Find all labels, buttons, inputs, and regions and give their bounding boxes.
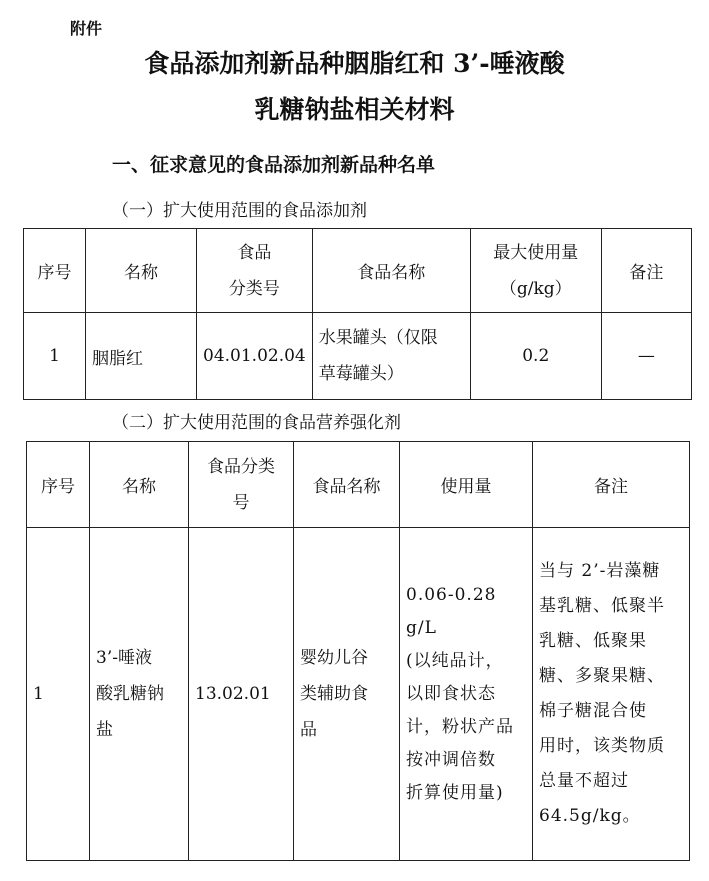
table-row <box>24 313 692 400</box>
header-category-line2: 分类号 <box>228 278 280 299</box>
row-name: 胭脂红 <box>86 313 197 400</box>
row-note-line3: 乳糖、低聚果 <box>539 631 647 651</box>
section1-heading: 一、征求意见的食品添加剂新品种名单 <box>112 154 436 176</box>
header-category-line1: 食品 <box>237 242 272 263</box>
row-note-line7: 总量不超过 <box>539 771 629 791</box>
row-usage <box>400 528 533 861</box>
row-seq: 1 <box>24 313 86 400</box>
header-food: 食品名称 <box>312 229 470 313</box>
row-note: — <box>601 313 691 400</box>
row-category: 13.02.01 <box>189 528 294 861</box>
row-note-line8: 64.5g/kg。 <box>539 806 641 826</box>
table-header-row <box>27 442 690 528</box>
nutrition-fortifier-table <box>26 441 690 861</box>
document-title-line2: 乳糖钠盐相关材料 <box>254 95 455 124</box>
row-usage-line2: (以纯品计， <box>406 650 504 671</box>
row-food-line2: 类辅助食 <box>300 684 368 704</box>
row-note-line2: 基乳糖、低聚半 <box>539 596 665 616</box>
row-usage-line4: 计，粉状产品 <box>406 716 514 737</box>
row-name-line1: 3’-唾液 <box>96 648 152 668</box>
row-note <box>533 528 690 861</box>
header-seq: 序号 <box>24 229 86 313</box>
row-food-line2: 草莓罐头） <box>318 364 404 384</box>
row-seq: 1 <box>27 528 90 861</box>
table-header-row <box>24 229 692 313</box>
row-usage-line3: 以即食状态 <box>406 683 496 704</box>
header-note: 备注 <box>601 229 691 313</box>
row-name-line2: 酸乳糖钠 <box>96 684 164 704</box>
header-max-line1: 最大使用量 <box>493 242 579 263</box>
header-seq: 序号 <box>27 442 90 528</box>
row-note-line5: 棉子糖混合使 <box>539 701 647 721</box>
header-food: 食品名称 <box>294 442 400 528</box>
row-category: 04.01.02.04 <box>197 313 313 400</box>
row-note-line1: 当与 2’-岩藻糖 <box>539 561 661 581</box>
header-note: 备注 <box>533 442 690 528</box>
header-max-line2: （g/kg） <box>499 278 572 299</box>
row-usage-line6: 折算使用量) <box>406 782 504 803</box>
row-name-line3: 盐 <box>96 720 113 740</box>
row-food <box>312 313 470 400</box>
subsection1-heading: （一）扩大使用范围的食品添加剂 <box>112 201 367 221</box>
row-food-line1: 水果罐头（仅限 <box>318 328 438 348</box>
header-category-line2: 号 <box>232 492 250 513</box>
row-max: 0.2 <box>470 313 601 400</box>
header-category <box>189 442 294 528</box>
header-category-line1: 食品分类 <box>207 456 275 477</box>
subsection2-heading: （二）扩大使用范围的食品营养强化剂 <box>112 413 401 433</box>
header-usage: 使用量 <box>400 442 533 528</box>
row-usage-line5: 按冲调倍数 <box>406 749 496 770</box>
row-usage-line1: 0.06-0.28 g/L <box>406 584 497 638</box>
table-row <box>27 528 690 861</box>
document-title-line1: 食品添加剂新品种胭脂红和 3’-唾液酸 <box>144 49 565 78</box>
food-additive-table <box>23 228 692 400</box>
row-food-line1: 婴幼儿谷 <box>300 648 368 668</box>
attachment-label: 附件 <box>70 19 103 38</box>
row-food <box>294 528 400 861</box>
row-note-line4: 糖、多聚果糖、 <box>539 666 665 686</box>
header-max-usage <box>470 229 601 313</box>
header-category <box>197 229 313 313</box>
row-note-line6: 用时，该类物质 <box>539 736 665 756</box>
row-food-line3: 品 <box>300 720 317 740</box>
row-name <box>90 528 189 861</box>
header-name: 名称 <box>86 229 197 313</box>
header-name: 名称 <box>90 442 189 528</box>
